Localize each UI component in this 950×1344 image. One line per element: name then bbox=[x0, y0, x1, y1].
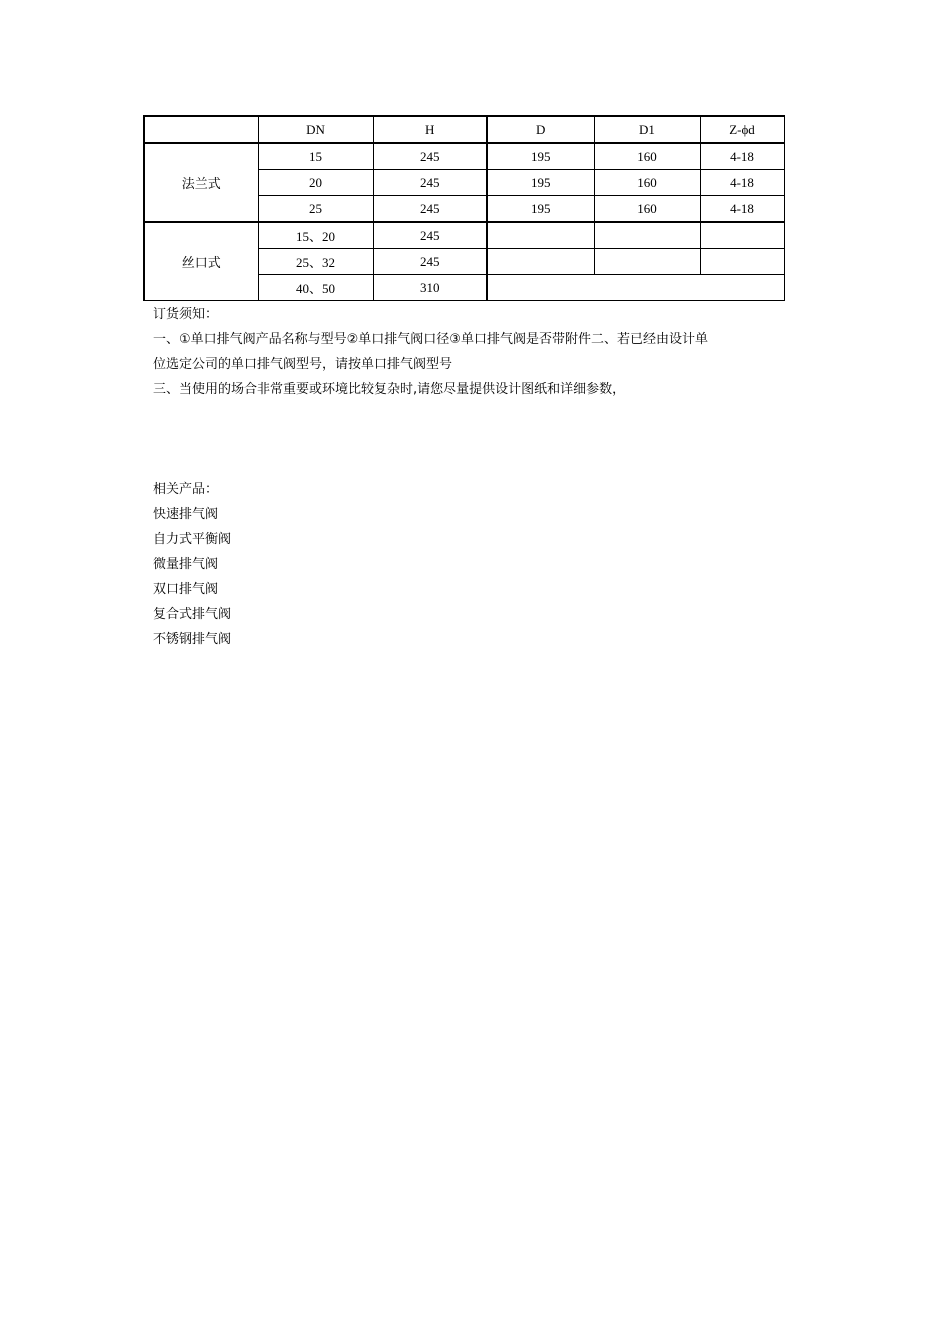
cell-d1 bbox=[594, 249, 700, 275]
cell-h: 245 bbox=[373, 196, 487, 223]
order-notes-line: 三、当使用的场合非常重要或环境比较复杂时,请您尽量提供设计图纸和详细参数， bbox=[153, 382, 626, 397]
cell-d bbox=[487, 249, 594, 275]
order-notes-line: 一、①单口排气阀产品名称与型号②单口排气阀口径③单口排气阀是否带附件二、若已经由设计单 bbox=[153, 332, 708, 347]
related-product-item: 复合式排气阀 bbox=[153, 607, 232, 622]
category-threaded: 丝口式 bbox=[144, 222, 258, 301]
category-flange: 法兰式 bbox=[144, 143, 258, 222]
header-cell-h: H bbox=[373, 116, 487, 143]
cell-d: 195 bbox=[487, 170, 594, 196]
cell-dn: 25 bbox=[258, 196, 373, 223]
order-notes-line: 位选定公司的单口排气阀型号，请按单口排气阀型号 bbox=[153, 357, 453, 372]
table-row bbox=[144, 143, 784, 170]
cell-h: 245 bbox=[373, 222, 487, 249]
header-cell-dn: DN bbox=[258, 116, 373, 143]
cell-z-phi-d: 4-18 bbox=[700, 196, 784, 223]
related-products bbox=[153, 477, 231, 652]
cell-d1 bbox=[594, 222, 700, 249]
related-product-item: 快速排气阀 bbox=[153, 507, 219, 522]
cell-dn: 25、32 bbox=[258, 249, 373, 275]
cell-d: 195 bbox=[487, 196, 594, 223]
cell-h: 245 bbox=[373, 143, 487, 170]
cell-h: 245 bbox=[373, 249, 487, 275]
header-cell-empty bbox=[144, 116, 258, 143]
cell-dn: 15、20 bbox=[258, 222, 373, 249]
cell-dn: 20 bbox=[258, 170, 373, 196]
related-product-item: 双口排气阀 bbox=[153, 582, 219, 597]
related-product-item: 自力式平衡阀 bbox=[153, 532, 232, 547]
cell-h: 245 bbox=[373, 170, 487, 196]
cell-dn: 15 bbox=[258, 143, 373, 170]
cell-d: 195 bbox=[487, 143, 594, 170]
cell-h: 310 bbox=[373, 275, 487, 301]
cell-d1: 160 bbox=[594, 170, 700, 196]
cell-z-phi-d bbox=[700, 249, 784, 275]
header-cell-d: D bbox=[487, 116, 594, 143]
cell-z-phi-d bbox=[700, 222, 784, 249]
cell-merged-empty bbox=[487, 275, 784, 301]
order-notes bbox=[153, 302, 708, 402]
related-product-item: 微量排气阀 bbox=[153, 557, 219, 572]
header-cell-z-phi-d: Z-ϕd bbox=[700, 116, 784, 143]
table-header-row bbox=[144, 116, 784, 143]
cell-d bbox=[487, 222, 594, 249]
related-products-title: 相关产品： bbox=[153, 482, 219, 497]
cell-z-phi-d: 4-18 bbox=[700, 143, 784, 170]
cell-d1: 160 bbox=[594, 143, 700, 170]
table-row bbox=[144, 222, 784, 249]
cell-d1: 160 bbox=[594, 196, 700, 223]
related-product-item: 不锈钢排气阀 bbox=[153, 632, 232, 647]
header-cell-d1: D1 bbox=[594, 116, 700, 143]
order-notes-title: 订货须知： bbox=[153, 307, 219, 322]
spec-table bbox=[143, 115, 785, 301]
cell-dn: 40、50 bbox=[258, 275, 373, 301]
cell-z-phi-d: 4-18 bbox=[700, 170, 784, 196]
